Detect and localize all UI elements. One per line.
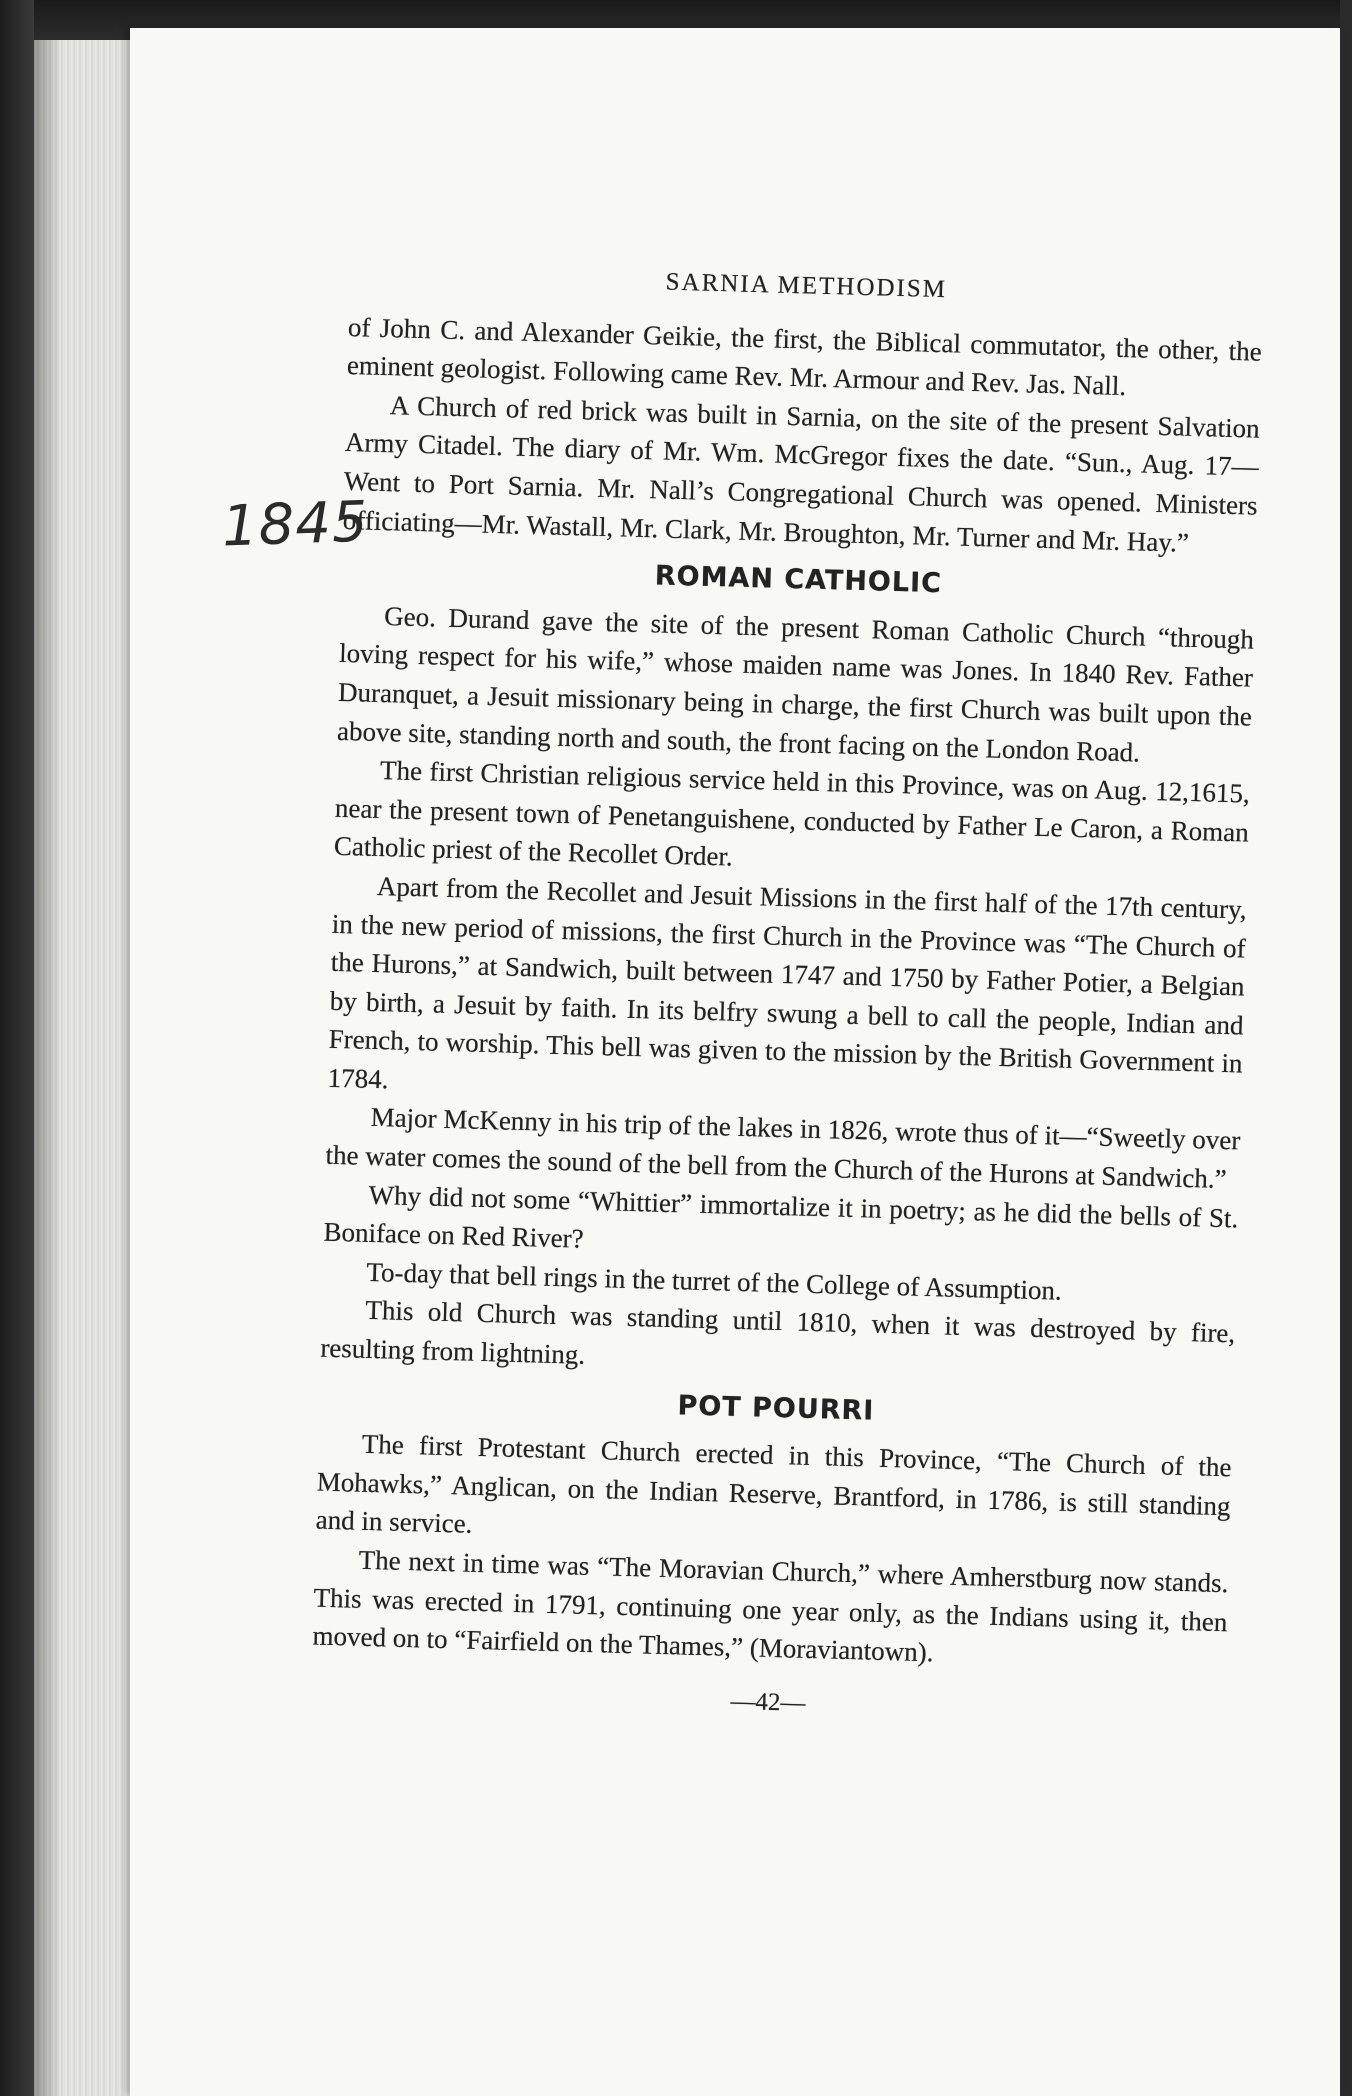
handwritten-margin-note: 1845 (220, 489, 370, 560)
scanner-edge-left (0, 0, 34, 2096)
roman-catholic-paragraph: To-day that bell rings in the turret of the College of Assumption. (366, 1256, 1063, 1306)
roman-catholic-paragraph: Major McKenny in his trip of the lakes in 1826, wrote thus of it—“Sweetly over the water comes the sound of the bell from the Church of the Hurons at Sandwich.” (325, 1102, 1241, 1195)
roman-catholic-paragraph: This old Church was standing until 1810, when it was destroyed by fire, resulting from lightning. (320, 1295, 1236, 1370)
pot-pourri-paragraph: The first Protestant Church erected in this Province, “The Church of the Mohawks,” Anglican, on the Indian Reserve, Brantford, in 1786, is still standing and in service. (315, 1428, 1232, 1540)
section-heading-pot-pourri: POT POURRI (677, 1389, 875, 1427)
intro-paragraph: of John C. and Alexander Geikie, the first, the Biblical commutator, the other, the eminent geologist. Following came Rev. Mr. Armour and Rev. Jas. Nall. (346, 311, 1263, 402)
scanner-edge-right (1340, 0, 1352, 2096)
section-heading-roman-catholic: ROMAN CATHOLIC (654, 560, 943, 600)
roman-catholic-paragraph: Apart from the Recollet and Jesuit Missions in the first half of the 17th century, in the new period of missions, the first Church in the Province was “The Church of the Hurons,” at Sandwich, built between 1747 and 1750 by Father Potier, a Belgian by birth, a Jesuit by faith. In its belfry swung a bell to call the people, Indian and French, to worship. This bell was given to the mission by the British Government in 1784. (327, 870, 1248, 1095)
book-edge-shadow (34, 40, 62, 2096)
page-number: —42— (730, 1687, 806, 1717)
roman-catholic-paragraph: Why did not some “Whittier” immortalize it in poetry; as he did the bells of St. Boniface on Red River? (323, 1179, 1239, 1254)
running-head: SARNIA METHODISM (665, 268, 948, 304)
page-text (311, 255, 1264, 1735)
roman-catholic-paragraph: Geo. Durand gave the site of the present Roman Catholic Church “through loving respect for his wife,” whose maiden name was Jones. In 1840 Rev. Father Duranquet, a Jesuit missionary being in charge, the first Church was built upon the above site, standing north and south, the front facing on the London Road. (336, 600, 1255, 768)
church-paragraph: A Church of red brick was built in Sarnia, on the site of the present Salvation Army Citadel. The diary of Mr. Wm. McGregor fixes the date. “Sun., Aug. 17—Went to Port Sarnia. Mr. Nall’s Congregational Church was opened. Ministers officiating—Mr. Wastall, Mr. Clark, Mr. Broughton, Mr. Turner and Mr. Hay.” (342, 389, 1261, 558)
pot-pourri-paragraph: The next in time was “The Moravian Church,” where Amherstburg now stands. This was erected in 1791, continuing one year only, as the Indians using it, then moved on to “Fairfield on the Thames,” (Moraviantown). (312, 1544, 1229, 1668)
roman-catholic-paragraph: The first Christian religious service held in this Province, was on Aug. 12,1615, near the present town of Penetanguishene, conducted by Father Le Caron, a Roman Catholic priest of the Recollet Order. (333, 755, 1251, 872)
